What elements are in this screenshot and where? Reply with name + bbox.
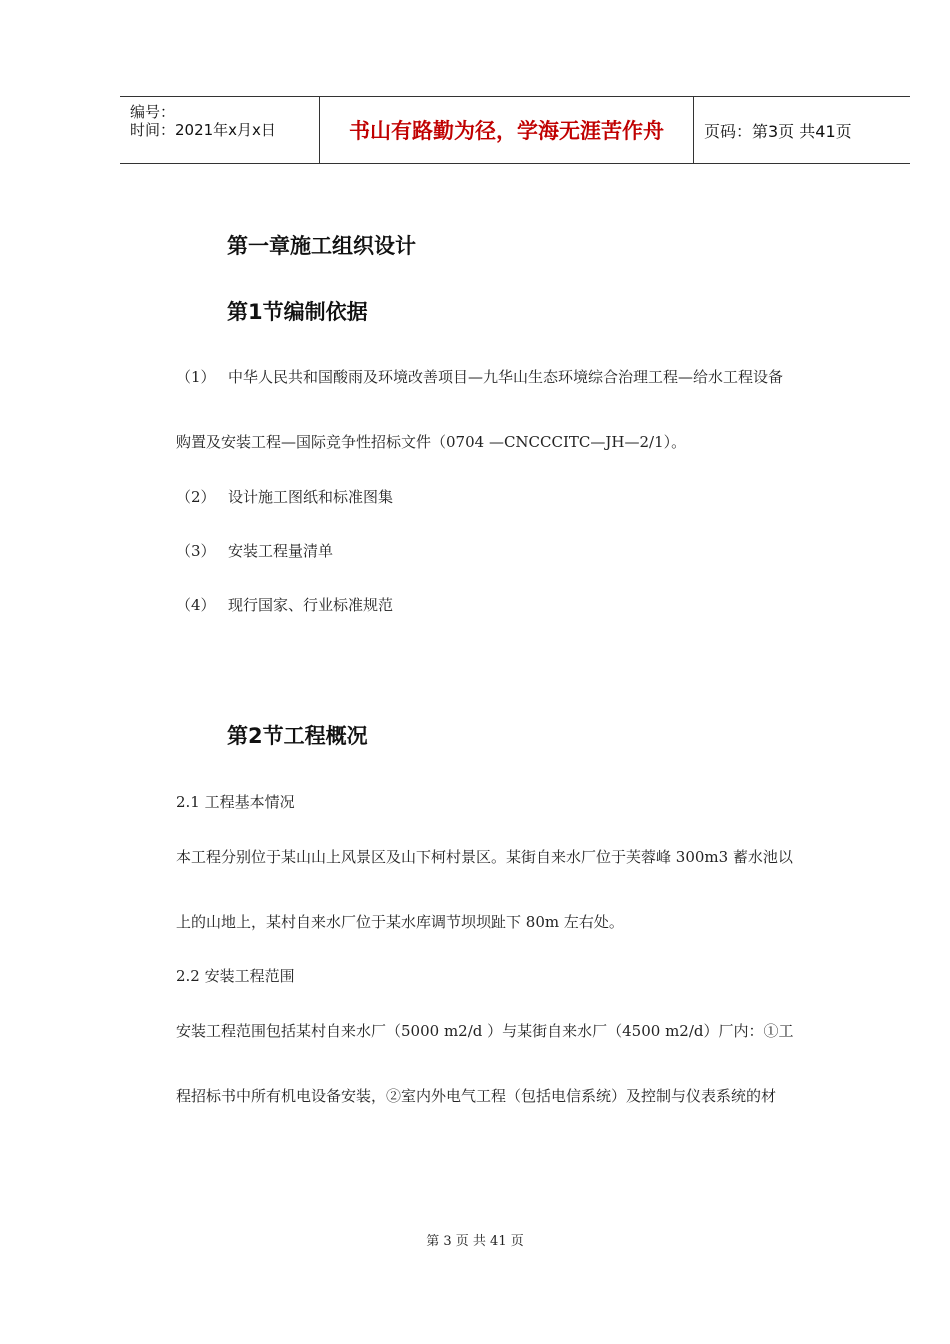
page-footer: 第 3 页 共 41 页 bbox=[426, 1234, 524, 1249]
header-time-label: 时间：2021年x月x日 bbox=[130, 121, 276, 139]
basis-item-number: （4） bbox=[176, 596, 216, 614]
subsection-2-2-title: 2.2 安装工程范围 bbox=[176, 967, 295, 985]
basis-item-number: （3） bbox=[176, 542, 216, 560]
chapter-title: 第一章施工组织设计 bbox=[227, 234, 416, 258]
section-1-title: 第1节编制依据 bbox=[227, 300, 368, 324]
basis-item-2 bbox=[176, 486, 393, 507]
header-page-info: 页码：第3页 共41页 bbox=[704, 121, 852, 141]
paragraph-line: 程招标书中所有机电设备安装，②室内外电气工程（包括电信系统）及控制与仪表系统的材 bbox=[176, 1087, 777, 1105]
basis-item-text: 中华人民共和国酸雨及环境改善项目—九华山生态环境综合治理工程—给水工程设备 bbox=[228, 368, 784, 386]
header-motto: 书山有路勤为径，学海无涯苦作舟 bbox=[320, 97, 694, 163]
header-number-label: 编号： bbox=[130, 103, 176, 121]
document-header bbox=[120, 96, 910, 164]
paragraph-line: 上的山地上，某村自来水厂位于某水库调节坝坝趾下 80m 左右处。 bbox=[176, 913, 624, 931]
header-meta-cell bbox=[120, 97, 320, 163]
paragraph-line: 本工程分别位于某山山上风景区及山下柯村景区。某街自来水厂位于芙蓉峰 300m3 蓄水池以 bbox=[176, 848, 793, 866]
basis-item-1-continuation: 购置及安装工程—国际竞争性招标文件（0704 —CNCCCITC—JH—2/1）。 bbox=[176, 433, 687, 451]
basis-item-1 bbox=[176, 366, 783, 387]
basis-item-4 bbox=[176, 594, 393, 615]
basis-item-number: （2） bbox=[176, 488, 216, 506]
basis-item-text: 设计施工图纸和标准图集 bbox=[228, 488, 394, 506]
basis-item-text: 安装工程量清单 bbox=[228, 542, 334, 560]
section-2-title: 第2节工程概况 bbox=[227, 724, 368, 748]
basis-item-text: 现行国家、行业标准规范 bbox=[228, 596, 394, 614]
basis-item-number: （1） bbox=[176, 368, 216, 386]
paragraph-line: 安装工程范围包括某村自来水厂（5000 m2/d ）与某街自来水厂（4500 m2/d）厂内：①工 bbox=[176, 1022, 794, 1040]
subsection-2-1-title: 2.1 工程基本情况 bbox=[176, 793, 295, 811]
basis-item-3 bbox=[176, 540, 333, 561]
